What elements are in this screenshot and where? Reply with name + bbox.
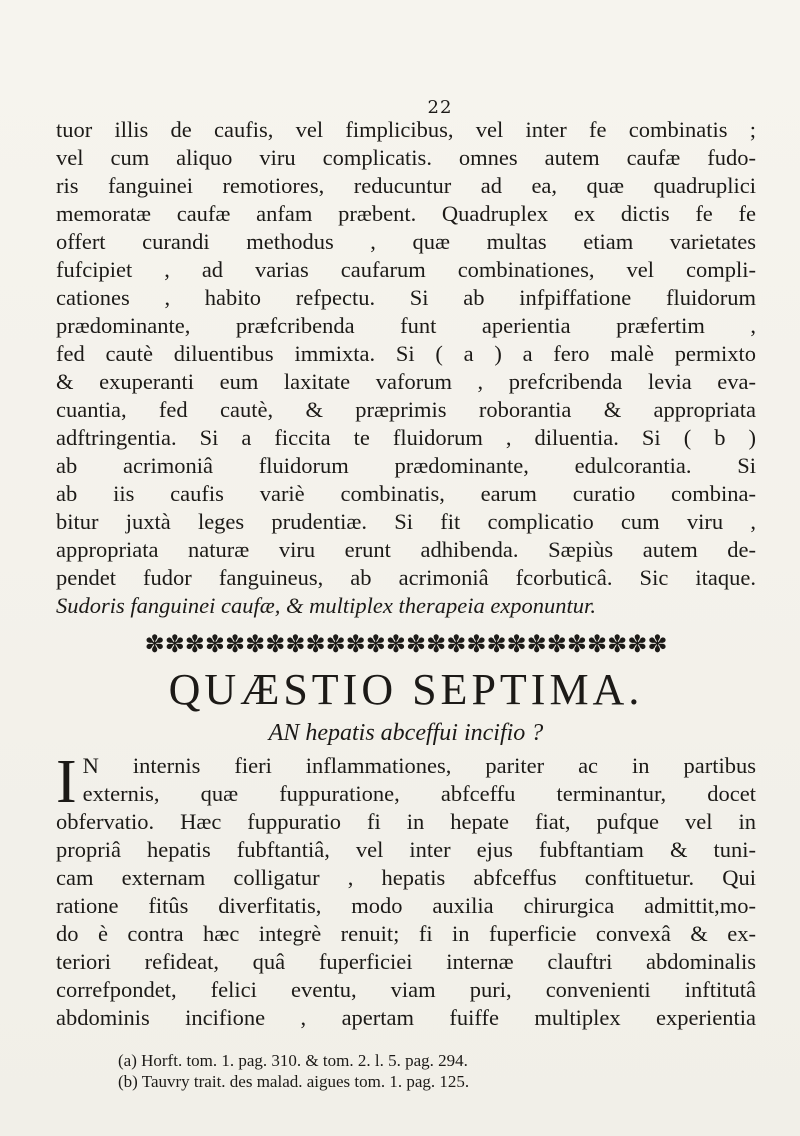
text-line: teriori refideat, quâ fuperficiei internæ clauftri abdominalis	[56, 949, 756, 974]
chapter-question: AN hepatis abceffui incifio ?	[268, 720, 544, 746]
paragraph-sudor-sanguineus	[56, 116, 756, 620]
footnote-b: (b) Tauvry trait. des malad. aigues tom. 1. pag. 125.	[118, 1072, 470, 1091]
decorative-ornament-band: ✽✽✽✽✽✽✽✽✽✽✽✽✽✽✽✽✽✽✽✽✽✽✽✽✽✽	[144, 630, 668, 658]
text-line: vel cum aliquo viru complicatis. omnes autem caufæ fudo-	[56, 145, 756, 170]
text-line: & exuperanti eum laxitate vaforum , prefcribenda levia eva-	[56, 369, 756, 394]
text-line: ab acrimoniâ fluidorum prædominante, edulcorantia. Si	[56, 453, 756, 478]
text-line: ris fanguinei remotiores, reducuntur ad ea, quæ quadruplici	[56, 173, 756, 198]
text-line: do è contra hæc integrè renuit; fi in fuperficie convexâ & ex-	[56, 921, 756, 946]
footnotes	[118, 1050, 758, 1092]
footnote-a: (a) Horft. tom. 1. pag. 310. & tom. 2. l. 5. pag. 294.	[118, 1051, 468, 1070]
text-line: correfpondet, felici eventu, viam puri, convenienti inftitutâ	[56, 977, 756, 1002]
text-line: prædominante, præfcribenda funt aperientia præfertim ,	[56, 313, 756, 338]
text-line: propriâ hepatis fubftantiâ, vel inter ejus fubftantiam & tuni-	[56, 837, 756, 862]
text-line: cuantia, fed cautè, & præprimis roborantia & appropriata	[56, 397, 756, 422]
page-number: 22	[427, 97, 453, 118]
text-line: fufcipiet , ad varias caufarum combinationes, vel compli-	[56, 257, 756, 282]
text-line: offert curandi methodus , quæ multas etiam varietates	[56, 229, 756, 254]
text-line: cationes , habito refpectu. Si ab infpiffatione fluidorum	[56, 285, 756, 310]
text-line: N internis fieri inflammationes, pariter ac in partibus	[82, 753, 756, 778]
drop-cap: I	[56, 748, 77, 816]
text-line: tuor illis de caufis, vel fimplicibus, vel inter fe combinatis ;	[56, 117, 756, 142]
text-line: ab iis caufis variè combinatis, earum curatio combina-	[56, 481, 756, 506]
text-line: cam externam colligatur , hepatis abfceffus conftituetur. Qui	[56, 865, 756, 890]
text-line: abdominis incifione , apertam fuiffe multiplex experientia	[56, 1005, 756, 1030]
text-line-italic-conclusion: Sudoris fanguinei caufæ, & multiplex therapeia exponuntur.	[56, 593, 596, 618]
text-line: appropriata naturæ viru erunt adhibenda. Sæpiùs autem de-	[56, 537, 756, 562]
text-line: pendet fudor fanguineus, ab acrimoniâ fcorbuticâ. Sic itaque.	[56, 565, 756, 590]
text-line: fed cautè diluentibus immixta. Si ( a ) a fero malè permixto	[56, 341, 756, 366]
text-line: memoratæ caufæ anfam præbent. Quadruplex ex dictis fe fe	[56, 201, 756, 226]
text-line: ratione fitûs diverfitatis, modo auxilia chirurgica admittit,mo-	[56, 893, 756, 918]
text-line: adftringentia. Si a ficcita te fluidorum , diluentia. Si ( b )	[56, 425, 756, 450]
text-line: externis, quæ fuppuratione, abfceffu terminantur, docet	[82, 781, 756, 806]
paragraph-hepatis-abscessus	[56, 748, 756, 1032]
text-line: obfervatio. Hæc fuppuratio fi in hepate fiat, pufque vel in	[56, 809, 756, 834]
chapter-heading: QUÆSTIO SEPTIMA.	[168, 665, 644, 714]
text-line: bitur juxtà leges prudentiæ. Si fit complicatio cum viru ,	[56, 509, 756, 534]
